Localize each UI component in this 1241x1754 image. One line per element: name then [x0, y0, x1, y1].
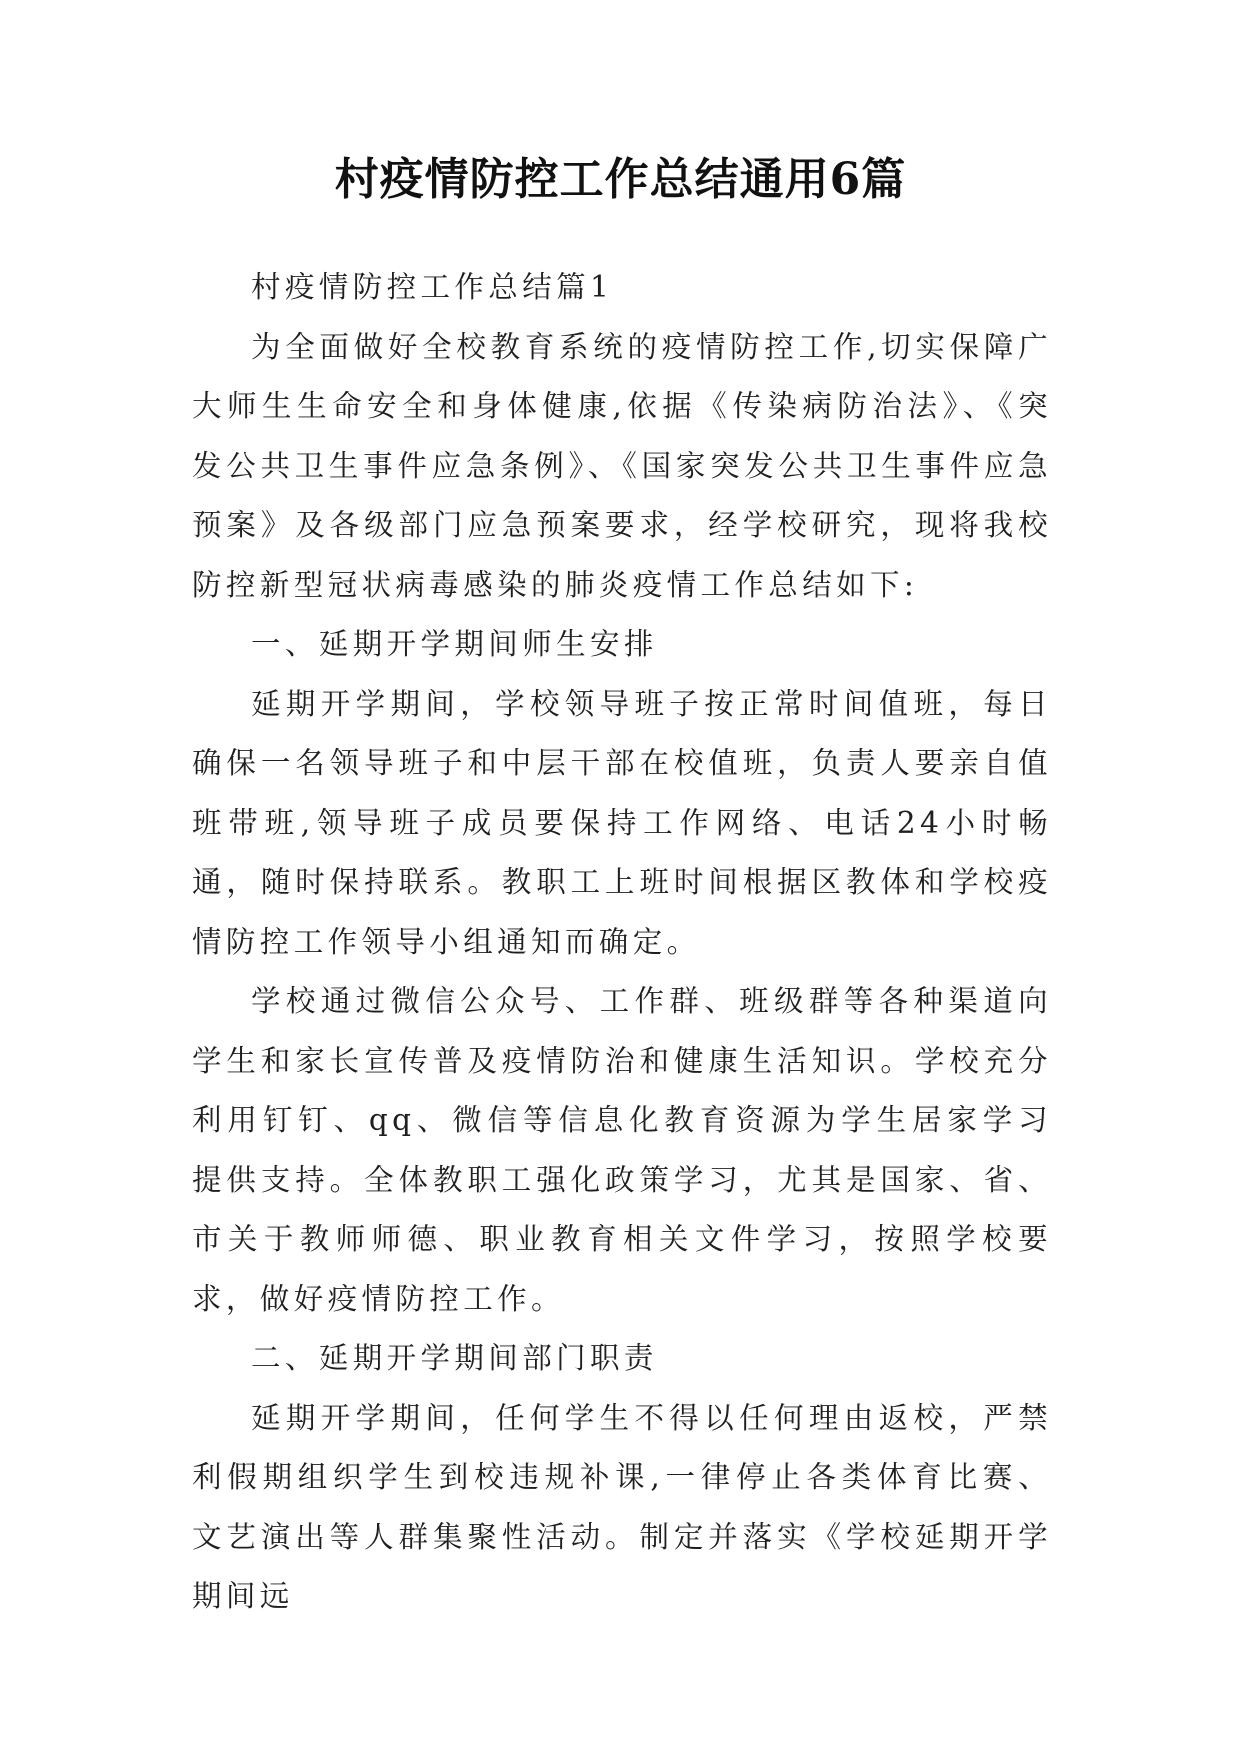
section-heading: 一、延期开学期间师生安排	[251, 627, 658, 661]
body-paragraph: 为全面做好全校教育系统的疫情防控工作,切实保障广大师生生命安全和身体健康,依据《传染病防治法》、《突发公共卫生事件应急条例》、《国家突发公共卫生事件应急预案》及各级部门应急预案要求，经学校研究，现将我校防控新型冠状病毒感染的肺炎疫情工作总结如下:	[192, 329, 1052, 602]
body-paragraph: 延期开学期间，学校领导班子按正常时间值班，每日确保一名领导班子和中层干部在校值班，负责人要亲自值班带班,领导班子成员要保持工作网络、电话24小时畅通，随时保持联系。教职工上班时间根据区教体和学校疫情防控工作领导小组通知而确定。	[192, 686, 1052, 959]
document-body	[192, 258, 1052, 1627]
section-heading: 二、延期开学期间部门职责	[251, 1341, 658, 1375]
section-heading: 村疫情防控工作总结篇1	[251, 270, 614, 304]
document-title: 村疫情防控工作总结通用6篇	[334, 154, 907, 205]
body-paragraph: 延期开学期间，任何学生不得以任何理由返校，严禁利假期组织学生到校违规补课,一律停止各类体育比赛、文艺演出等人群集聚性活动。制定并落实《学校延期开学期间远	[192, 1400, 1052, 1613]
body-paragraph: 学校通过微信公众号、工作群、班级群等各种渠道向学生和家长宣传普及疫情防治和健康生活知识。学校充分利用钉钉、qq、微信等信息化教育资源为学生居家学习提供支持。全体教职工强化政策学习，尤其是国家、省、市关于教师师德、职业教育相关文件学习，按照学校要求，做好疫情防控工作。	[192, 984, 1052, 1316]
